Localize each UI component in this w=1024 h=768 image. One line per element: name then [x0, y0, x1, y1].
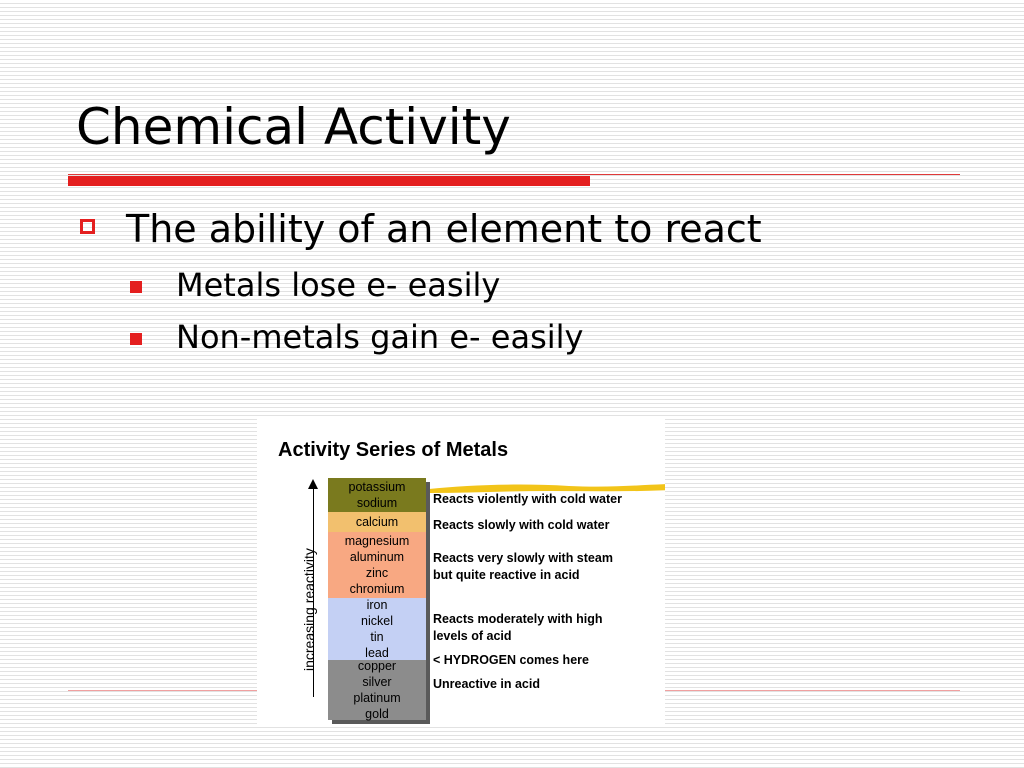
metal-name: potassium — [348, 480, 406, 494]
metal-group — [328, 598, 426, 660]
metal-name: tin — [370, 630, 384, 644]
metal-name: copper — [357, 659, 397, 673]
sub-bullet-text: Non-metals gain e- easily — [176, 318, 584, 356]
title-divider-thick — [68, 176, 590, 186]
bullet-text: The ability of an element to react — [126, 207, 762, 251]
sub-bullet-item — [80, 257, 762, 309]
filled-square-bullet-icon — [130, 281, 142, 293]
group-description — [433, 517, 665, 534]
metal-name: platinum — [353, 691, 401, 705]
bullet-list — [80, 205, 762, 361]
sub-bullet-text: Metals lose e- easily — [176, 266, 501, 304]
activity-series-figure — [257, 419, 665, 724]
description-line: but quite reactive in acid — [433, 568, 580, 582]
description-line: levels of acid — [433, 629, 512, 643]
metal-group — [328, 478, 426, 512]
sub-bullet-item — [80, 309, 762, 361]
group-description — [433, 676, 665, 693]
metal-name: silver — [362, 675, 392, 689]
metal-name: chromium — [349, 582, 405, 596]
metal-name: lead — [365, 646, 389, 660]
metal-name: sodium — [356, 496, 398, 510]
axis-label: increasing reactivity — [301, 548, 317, 671]
metal-series-column — [328, 478, 426, 720]
metal-name: calcium — [355, 515, 399, 529]
metal-group — [328, 660, 426, 720]
description-line: < HYDROGEN comes here — [433, 653, 589, 667]
metal-name: gold — [365, 707, 389, 721]
metal-group — [328, 512, 426, 532]
description-line: Reacts slowly with cold water — [433, 518, 610, 532]
description-line: Reacts moderately with high — [433, 612, 603, 626]
description-line: Unreactive in acid — [433, 677, 540, 691]
bullet-item — [80, 205, 762, 257]
group-description — [433, 491, 665, 508]
group-description — [433, 611, 665, 645]
metal-name: aluminum — [349, 550, 405, 564]
filled-square-bullet-icon — [130, 333, 142, 345]
description-line: Reacts violently with cold water — [433, 492, 622, 506]
metal-name: zinc — [365, 566, 389, 580]
metal-group — [328, 532, 426, 598]
figure-title: Activity Series of Metals — [278, 439, 509, 461]
metal-name: nickel — [361, 614, 393, 628]
hollow-square-bullet-icon — [80, 219, 95, 234]
group-description — [433, 652, 665, 669]
metal-name: iron — [366, 598, 388, 612]
description-line: Reacts very slowly with steam — [433, 551, 613, 565]
slide-title: Chemical Activity — [76, 98, 511, 156]
metal-name: magnesium — [344, 534, 410, 548]
title-divider-thin — [68, 174, 960, 175]
group-description — [433, 550, 665, 584]
